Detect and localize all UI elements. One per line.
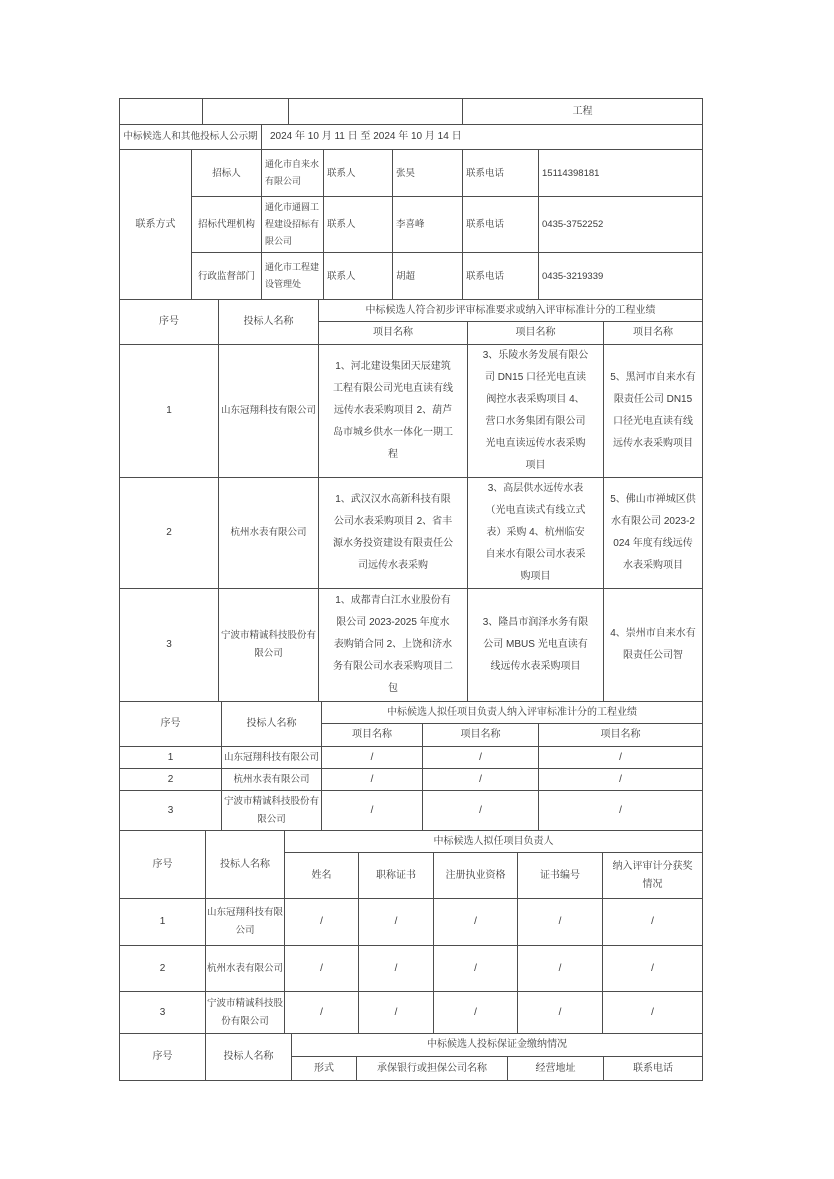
continuation-cell xyxy=(289,99,463,125)
bidder-cell: 杭州水表有限公司 xyxy=(222,769,322,791)
bond-phone-header: 联系电话 xyxy=(604,1057,703,1081)
slash-cell: / xyxy=(518,992,603,1034)
section-continuation xyxy=(119,98,703,125)
contact-phone-label: 联系电话 xyxy=(463,150,539,197)
slash-cell: / xyxy=(423,791,539,831)
project-cell: 3、高层供水远传水表（光电直读式有线立式表）采购 4、杭州临安自来水有限公司水表采购项目 xyxy=(468,478,604,589)
seq-header: 序号 xyxy=(120,1034,206,1081)
slash-cell: / xyxy=(423,747,539,769)
seq-cell: 1 xyxy=(120,747,222,769)
pm-award-header: 纳入评审计分获奖情况 xyxy=(603,853,703,899)
slash-cell: / xyxy=(539,747,703,769)
pm-registration-header: 注册执业资格 xyxy=(434,853,518,899)
slash-cell: / xyxy=(322,747,423,769)
slash-cell: / xyxy=(359,899,434,946)
project-name-header: 项目名称 xyxy=(468,322,604,345)
seq-cell: 3 xyxy=(120,992,206,1034)
seq-cell: 1 xyxy=(120,899,206,946)
seq-header: 序号 xyxy=(120,702,222,747)
bidder-cell: 宁波市精诚科技股份有限公司 xyxy=(206,992,285,1034)
project-cell: 1、河北建设集团天辰建筑工程有限公司光电直读有线远传水表采购项目 2、葫芦岛市城乡供水一体化一期工程 xyxy=(319,345,468,478)
section-project-manager xyxy=(119,830,703,1034)
contact-org: 通化市自来水有限公司 xyxy=(262,150,324,197)
seq-cell: 2 xyxy=(120,946,206,992)
slash-cell: / xyxy=(434,899,518,946)
publicity-period-label: 中标候选人和其他投标人公示期 xyxy=(120,125,262,150)
achievements-title: 中标候选人符合初步评审标准要求或纳入评审标准计分的工程业绩 xyxy=(319,300,703,322)
bidder-header: 投标人名称 xyxy=(206,831,285,899)
contact-person-name: 李喜峰 xyxy=(393,197,463,253)
contact-person-name: 胡超 xyxy=(393,253,463,300)
manager-achievements-title: 中标候选人拟任项目负责人纳入评审标准计分的工程业绩 xyxy=(322,702,703,724)
project-cell: 5、佛山市禅城区供水有限公司 2023-2024 年度有线远传水表采购项目 xyxy=(604,478,703,589)
bidder-cell: 山东冠翔科技有限公司 xyxy=(219,345,319,478)
project-name-header: 项目名称 xyxy=(319,322,468,345)
contact-phone-number: 0435-3752252 xyxy=(539,197,703,253)
slash-cell: / xyxy=(285,946,359,992)
bond-form-header: 形式 xyxy=(292,1057,357,1081)
project-cell: 4、崇州市自来水有限责任公司智 xyxy=(604,589,703,702)
slash-cell: / xyxy=(359,946,434,992)
bidder-cell: 山东冠翔科技有限公司 xyxy=(222,747,322,769)
bidder-header: 投标人名称 xyxy=(222,702,322,747)
slash-cell: / xyxy=(285,992,359,1034)
bidder-header: 投标人名称 xyxy=(219,300,319,345)
section-bid-bond xyxy=(119,1033,703,1081)
slash-cell: / xyxy=(359,992,434,1034)
contact-phone-number: 15114398181 xyxy=(539,150,703,197)
project-manager-title: 中标候选人拟任项目负责人 xyxy=(285,831,703,853)
slash-cell: / xyxy=(322,769,423,791)
seq-cell: 2 xyxy=(120,769,222,791)
bid-bond-title: 中标候选人投标保证金缴纳情况 xyxy=(292,1034,703,1057)
slash-cell: / xyxy=(434,946,518,992)
contact-phone-label: 联系电话 xyxy=(463,253,539,300)
seq-header: 序号 xyxy=(120,831,206,899)
slash-cell: / xyxy=(518,946,603,992)
contact-org: 通化市工程建设管理处 xyxy=(262,253,324,300)
project-name-header: 项目名称 xyxy=(423,724,539,747)
slash-cell: / xyxy=(539,769,703,791)
continuation-cell xyxy=(120,99,203,125)
contact-role: 行政监督部门 xyxy=(192,253,262,300)
continuation-cell xyxy=(203,99,289,125)
project-name-header: 项目名称 xyxy=(539,724,703,747)
contact-role: 招标代理机构 xyxy=(192,197,262,253)
project-name-header: 项目名称 xyxy=(322,724,423,747)
section-bidder-achievements xyxy=(119,299,703,702)
bond-bank-header: 承保银行或担保公司名称 xyxy=(357,1057,508,1081)
pm-cert-number-header: 证书编号 xyxy=(518,853,603,899)
bidder-cell: 杭州水表有限公司 xyxy=(206,946,285,992)
slash-cell: / xyxy=(603,992,703,1034)
project-cell: 5、黑河市自来水有限责任公司 DN15 口径光电直读有线远传水表采购项目 xyxy=(604,345,703,478)
section-contacts xyxy=(119,149,703,300)
bidder-header: 投标人名称 xyxy=(206,1034,292,1081)
contact-org: 通化市通圆工程建设招标有限公司 xyxy=(262,197,324,253)
project-cell: 3、乐陵水务发展有限公司 DN15 口径光电直读阀控水表采购项目 4、营口水务集团有限公司光电直读远传水表采购项目 xyxy=(468,345,604,478)
slash-cell: / xyxy=(518,899,603,946)
section-manager-achievements xyxy=(119,701,703,831)
publicity-period-value: 2024 年 10 月 11 日 至 2024 年 10 月 14 日 xyxy=(262,125,703,150)
contact-person-label: 联系人 xyxy=(324,253,393,300)
slash-cell: / xyxy=(285,899,359,946)
slash-cell: / xyxy=(603,946,703,992)
seq-cell: 2 xyxy=(120,478,219,589)
bidder-cell: 宁波市精诚科技股份有限公司 xyxy=(222,791,322,831)
section-publicity-period xyxy=(119,124,703,150)
project-cell: 1、武汉汉水高新科技有限公司水表采购项目 2、省丰源水务投资建设有限责任公司远传水表采购 xyxy=(319,478,468,589)
pm-name-header: 姓名 xyxy=(285,853,359,899)
seq-cell: 3 xyxy=(120,791,222,831)
slash-cell: / xyxy=(434,992,518,1034)
bidder-cell: 宁波市精诚科技股份有限公司 xyxy=(219,589,319,702)
slash-cell: / xyxy=(539,791,703,831)
bid-announcement-table xyxy=(119,98,702,1081)
seq-cell: 1 xyxy=(120,345,219,478)
contact-phone-label: 联系电话 xyxy=(463,197,539,253)
project-name-header: 项目名称 xyxy=(604,322,703,345)
contact-person-name: 张昊 xyxy=(393,150,463,197)
contact-phone-number: 0435-3219339 xyxy=(539,253,703,300)
seq-header: 序号 xyxy=(120,300,219,345)
slash-cell: / xyxy=(322,791,423,831)
bidder-cell: 杭州水表有限公司 xyxy=(219,478,319,589)
project-cell: 1、成都青白江水业股份有限公司 2023-2025 年度水表购销合同 2、上饶和济水务有限公司水表采购项目二包 xyxy=(319,589,468,702)
slash-cell: / xyxy=(423,769,539,791)
pm-title-cert-header: 职称证书 xyxy=(359,853,434,899)
contact-role: 招标人 xyxy=(192,150,262,197)
contact-person-label: 联系人 xyxy=(324,197,393,253)
slash-cell: / xyxy=(603,899,703,946)
bond-address-header: 经营地址 xyxy=(508,1057,604,1081)
project-cell: 3、隆昌市润泽水务有限公司 MBUS 光电直读有线远传水表采购项目 xyxy=(468,589,604,702)
bidder-cell: 山东冠翔科技有限公司 xyxy=(206,899,285,946)
contact-person-label: 联系人 xyxy=(324,150,393,197)
seq-cell: 3 xyxy=(120,589,219,702)
contact-group-label: 联系方式 xyxy=(120,150,192,300)
project-type-cell: 工程 xyxy=(463,99,703,125)
